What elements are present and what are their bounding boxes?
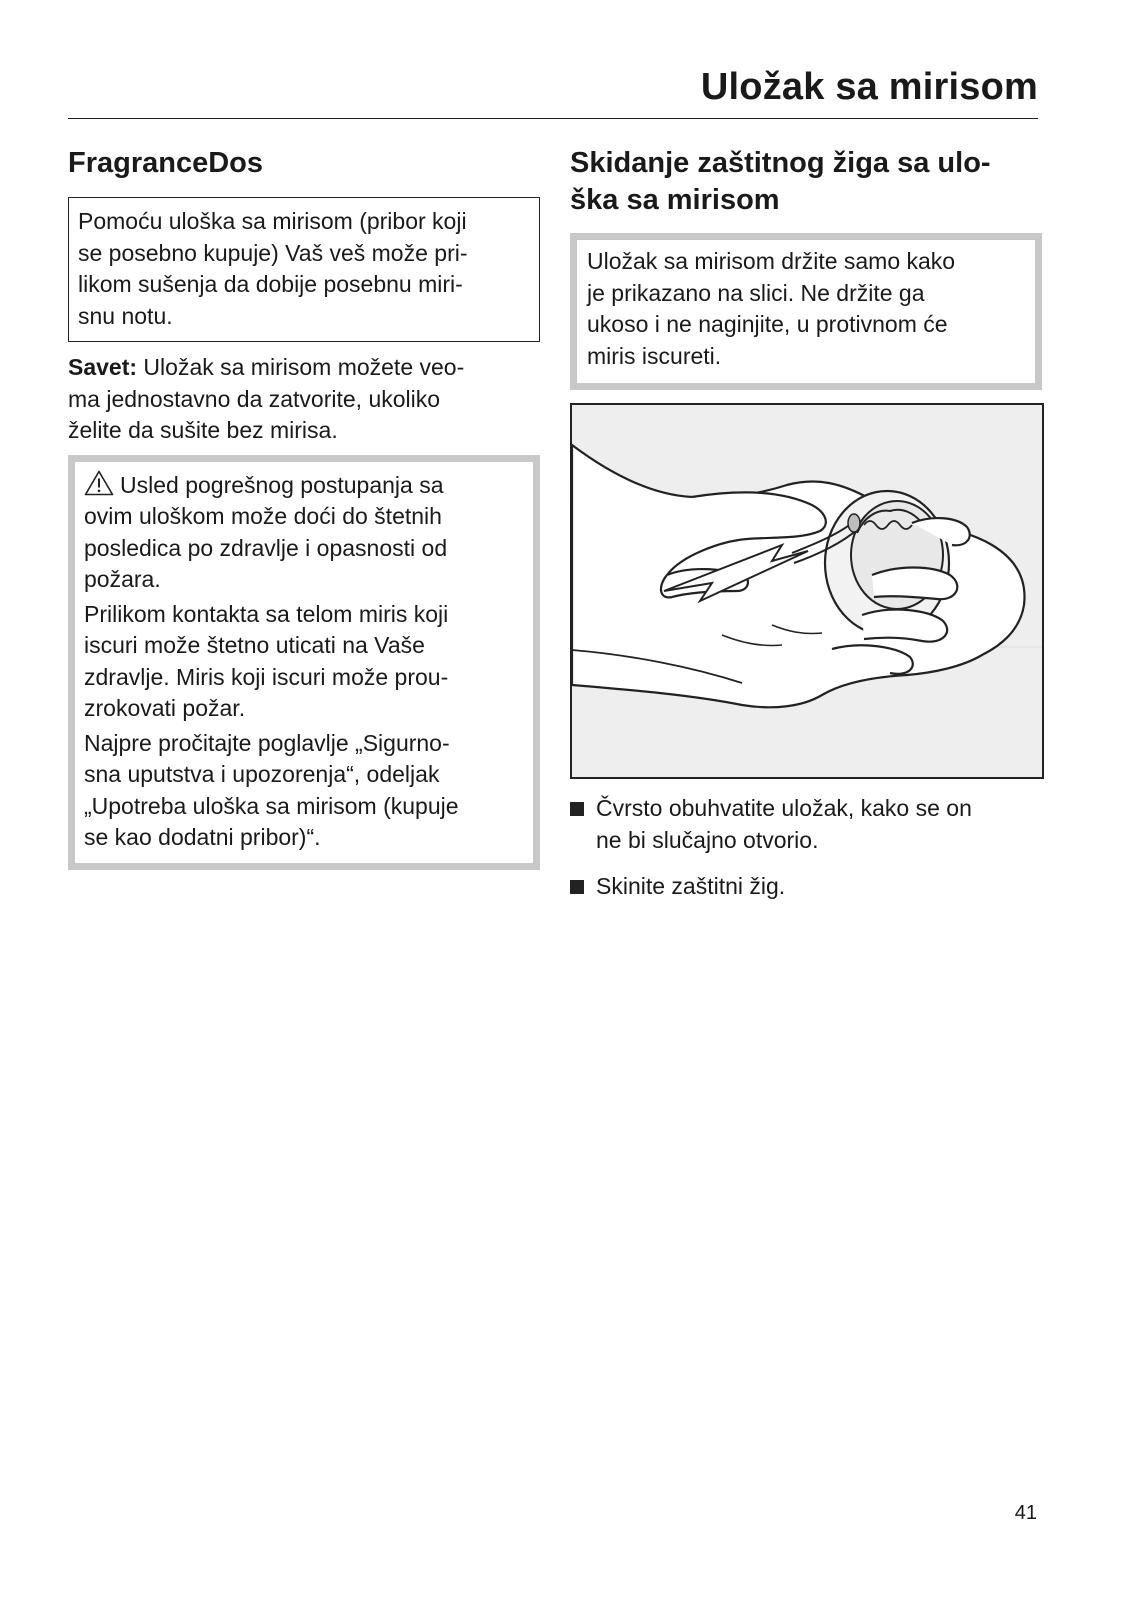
- page-title: Uložak sa mirisom: [700, 66, 1038, 108]
- heading-line: Skidanje zaštitnog žiga sa ulo-: [570, 147, 991, 179]
- note-line: je prikazano na slici. Ne držite ga: [587, 279, 925, 306]
- step-item: [570, 871, 1042, 903]
- tip-line: Uložak sa mirisom možete veo-: [137, 354, 465, 380]
- note-line: miris iscureti.: [587, 342, 722, 369]
- step-line: ne bi slučajno otvorio.: [596, 826, 819, 853]
- page-number: 41: [1014, 1502, 1037, 1524]
- warning-line: ovim uloškom može doći do štetnih: [84, 503, 442, 529]
- right-column: [570, 140, 1042, 918]
- square-bullet-icon: [570, 880, 584, 894]
- tip-label: Savet:: [68, 354, 138, 380]
- warning-line: Najpre pročitajte poglavlje „Sigurno-: [84, 729, 450, 756]
- left-column: [68, 140, 540, 870]
- page-header: [68, 62, 1038, 119]
- section-heading-remove-seal: [570, 145, 1042, 219]
- warning-line: požara.: [84, 566, 161, 592]
- warning-line: zrokovati požar.: [84, 695, 246, 721]
- warning-line: zdravlje. Miris koji iscuri može prou-: [84, 663, 449, 690]
- warning-box: [68, 455, 540, 870]
- warning-paragraph-3: [84, 728, 524, 854]
- illustration-hand-holding-cartridge: [570, 403, 1044, 779]
- note-box: [570, 233, 1042, 390]
- warning-line: „Upotreba uloška sa mirisom (kupuje: [84, 792, 459, 819]
- step-line: Skinite zaštitni žig.: [596, 873, 786, 899]
- note-line: Uložak sa mirisom držite samo kako: [587, 248, 956, 274]
- intro-line: se posebno kupuje) Vaš veš može pri-: [78, 239, 468, 266]
- intro-line: likom sušenja da dobije posebnu miri-: [78, 271, 463, 297]
- intro-line: snu notu.: [78, 302, 173, 329]
- warning-line: sna uputstva i upozorenja“, odeljak: [84, 761, 440, 787]
- step-item: [570, 793, 1042, 856]
- note-line: ukoso i ne naginjite, u protivnom će: [587, 311, 948, 337]
- warning-line: posledica po zdravlje i opasnosti od: [84, 534, 448, 561]
- intro-box: [68, 197, 540, 342]
- tip-line: ma jednostavno da zatvorite, ukoliko: [68, 385, 441, 412]
- steps-list: [570, 793, 1042, 903]
- tip-paragraph: [68, 352, 540, 447]
- intro-line: Pomoću uloška sa mirisom (pribor koji: [78, 208, 467, 234]
- warning-line: Prilikom kontakta sa telom miris koji: [84, 600, 449, 627]
- square-bullet-icon: [570, 802, 584, 816]
- warning-line: iscuri može štetno uticati na Vaše: [84, 632, 425, 658]
- hand-illustration: [572, 405, 1042, 777]
- tip-line: želite da sušite bez mirisa.: [68, 417, 338, 443]
- heading-line: ška sa mirisom: [570, 184, 780, 216]
- warning-line: Usled pogrešnog postupanja sa: [120, 471, 444, 498]
- warning-line: se kao dodatni pribor)“.: [84, 824, 321, 850]
- warning-paragraph-2: [84, 599, 524, 725]
- step-line: Čvrsto obuhvatite uložak, kako se on: [596, 795, 972, 821]
- warning-triangle-icon: [84, 470, 114, 496]
- warning-paragraph-1: [84, 470, 524, 596]
- section-heading-fragrancedos: FragranceDos: [68, 147, 264, 179]
